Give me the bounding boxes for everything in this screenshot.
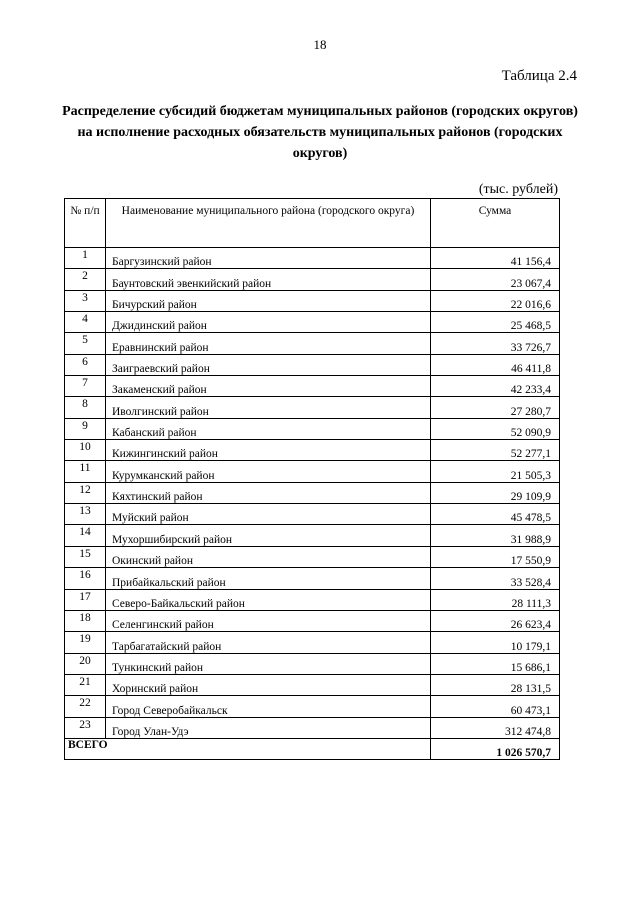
row-name: Прибайкальский район [106,568,431,589]
table-row [65,653,560,674]
table-header-row [65,199,560,248]
row-name: Кяхтинский район [106,482,431,503]
row-number: 11 [65,461,106,482]
row-name: Город Северобайкальск [106,696,431,717]
row-name: Иволгинский район [106,397,431,418]
row-name: Окинский район [106,546,431,567]
total-sum: 1 026 570,7 [431,738,560,759]
row-sum: 28 111,3 [431,589,560,610]
table-row [65,461,560,482]
row-number: 6 [65,354,106,375]
row-name: Кижингинский район [106,440,431,461]
table-row [65,546,560,567]
table-row [65,674,560,695]
table-row [65,589,560,610]
table-row [65,504,560,525]
row-number: 18 [65,610,106,631]
row-name: Закаменский район [106,376,431,397]
page-number: 18 [313,37,327,52]
row-number: 20 [65,653,106,674]
row-number: 5 [65,333,106,354]
row-sum: 28 131,5 [431,674,560,695]
table-row [65,290,560,311]
row-number: 9 [65,418,106,439]
table-row [65,248,560,269]
row-number: 12 [65,482,106,503]
row-number: 23 [65,717,106,738]
header-name: Наименование муниципального района (городского округа) [106,199,431,248]
row-sum: 31 988,9 [431,525,560,546]
row-sum: 52 090,9 [431,418,560,439]
row-sum: 22 016,6 [431,290,560,311]
row-number: 3 [65,290,106,311]
row-name: Еравнинский район [106,333,431,354]
row-sum: 33 528,4 [431,568,560,589]
row-sum: 23 067,4 [431,269,560,290]
row-sum: 15 686,1 [431,653,560,674]
row-sum: 29 109,9 [431,482,560,503]
row-number: 14 [65,525,106,546]
row-number: 4 [65,312,106,333]
row-number: 10 [65,440,106,461]
table-row [65,440,560,461]
total-row [65,738,560,759]
row-name: Джидинский район [106,312,431,333]
table-row [65,717,560,738]
table-row [65,568,560,589]
row-number: 19 [65,632,106,653]
row-name: Курумканский район [106,461,431,482]
row-sum: 45 478,5 [431,504,560,525]
table-row [65,354,560,375]
row-sum: 10 179,1 [431,632,560,653]
table-body [65,248,560,739]
table-row [65,632,560,653]
table-row [65,333,560,354]
table-row [65,312,560,333]
row-sum: 46 411,8 [431,354,560,375]
row-number: 2 [65,269,106,290]
table-label: Таблица 2.4 [501,68,577,84]
row-name: Заиграевский район [106,354,431,375]
row-name: Тункинский район [106,653,431,674]
row-number: 13 [65,504,106,525]
row-sum: 26 623,4 [431,610,560,631]
table-row [65,525,560,546]
row-sum: 25 468,5 [431,312,560,333]
row-name: Муйский район [106,504,431,525]
row-number: 21 [65,674,106,695]
row-sum: 21 505,3 [431,461,560,482]
row-name: Северо-Байкальский район [106,589,431,610]
header-number: № п/п [65,199,106,248]
row-sum: 60 473,1 [431,696,560,717]
row-number: 22 [65,696,106,717]
total-label: ВСЕГО [65,738,431,759]
row-sum: 27 280,7 [431,397,560,418]
row-name: Бичурский район [106,290,431,311]
row-name: Хоринский район [106,674,431,695]
table-row [65,269,560,290]
row-name: Кабанский район [106,418,431,439]
row-name: Баунтовский эвенкийский район [106,269,431,290]
units-label: (тыс. рублей) [478,182,558,197]
row-sum: 52 277,1 [431,440,560,461]
row-sum: 312 474,8 [431,717,560,738]
document-title: Распределение субсидий бюджетам муниципальных районов (городских округов) на исполнение расходных обязательств муниципальных районов (городских округов) [62,104,578,161]
row-sum: 41 156,4 [431,248,560,269]
subsidy-table [64,198,560,760]
row-name: Город Улан-Удэ [106,717,431,738]
row-name: Селенгинский район [106,610,431,631]
row-name: Мухоршибирский район [106,525,431,546]
header-sum: Сумма [431,199,560,248]
row-sum: 42 233,4 [431,376,560,397]
row-number: 17 [65,589,106,610]
table-row [65,376,560,397]
table-row [65,610,560,631]
table-row [65,397,560,418]
row-number: 15 [65,546,106,567]
row-sum: 17 550,9 [431,546,560,567]
row-name: Тарбагатайский район [106,632,431,653]
table-row [65,482,560,503]
row-number: 7 [65,376,106,397]
row-sum: 33 726,7 [431,333,560,354]
row-name: Баргузинский район [106,248,431,269]
row-number: 8 [65,397,106,418]
table-row [65,696,560,717]
row-number: 16 [65,568,106,589]
row-number: 1 [65,248,106,269]
table-row [65,418,560,439]
